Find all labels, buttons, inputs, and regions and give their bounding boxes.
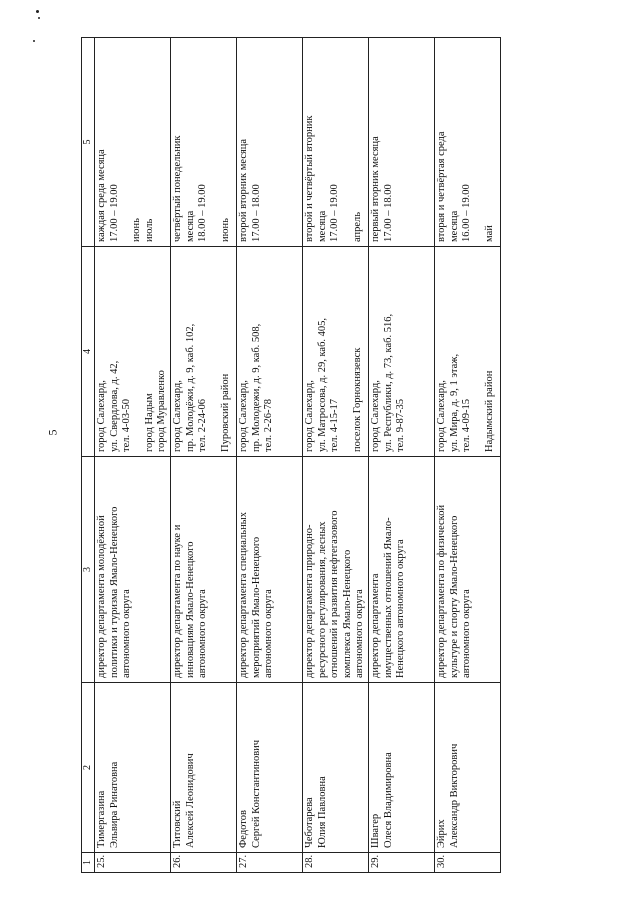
- cell-text-line: инновациям Ямало-Ненецкого: [184, 541, 196, 678]
- cell-text-line: директор департамента специальных: [237, 512, 249, 678]
- cell-spacer: [342, 251, 352, 452]
- cell-text-line: отношений и развития нефтегазового: [329, 510, 341, 678]
- cell-text-line: мероприятий Ямало-Ненецкого: [250, 536, 262, 678]
- cell-text-line: имущественных отношений Ямало-: [382, 517, 394, 678]
- cell-text-line: ул. Свердлова, д. 42,: [108, 360, 120, 452]
- cell-text-line: вторая и четвёртая среда: [435, 131, 447, 242]
- cell-text-line: пр. Молодёжи, д. 9, каб. 102,: [184, 323, 196, 452]
- position-cell: [170, 457, 236, 683]
- position-cell: [368, 457, 434, 683]
- cell-text-line: комплекса Ямало-Ненецкого: [341, 549, 353, 678]
- cell-text-line: Федотов: [237, 810, 249, 848]
- cell-text-line: автономного округа: [197, 589, 209, 678]
- cell-text-line: 16.00 – 19.00: [461, 184, 473, 242]
- table-row: [368, 38, 434, 873]
- row-number: 26.: [170, 853, 236, 873]
- table-header-row: [82, 38, 95, 873]
- cell-text-line: Ненецкого автономного округа: [395, 539, 407, 678]
- scan-speck: [36, 10, 39, 13]
- cell-spacer: [121, 42, 131, 242]
- column-header: 4: [82, 247, 95, 457]
- cell-text-line: месяца: [316, 210, 328, 242]
- person-name-cell: [434, 683, 500, 853]
- row-number: 28.: [302, 853, 368, 873]
- table-row: [95, 38, 171, 873]
- person-name-cell: [236, 683, 302, 853]
- cell-text-line: поселок Горнокнязевск: [351, 347, 363, 452]
- cell-text-line: тел. 9-87-35: [395, 399, 407, 452]
- cell-text-line: город Салехард,: [96, 380, 107, 452]
- cell-text-line: Эльвира Ринатовна: [108, 761, 120, 848]
- cell-text-line: июнь: [131, 218, 143, 242]
- row-number: 30.: [434, 853, 500, 873]
- schedule-cell: [236, 38, 302, 247]
- cell-text-line: город Надым: [143, 393, 155, 452]
- table-container: [81, 37, 495, 873]
- cell-text-line: первый вторник месяца: [369, 136, 381, 242]
- address-cell: [302, 247, 368, 457]
- cell-text-line: директор департамента природно-: [303, 524, 315, 678]
- position-cell: [236, 457, 302, 683]
- schedule-cell: [368, 38, 434, 247]
- cell-text-line: Юлия Павловна: [316, 776, 328, 848]
- cell-text-line: автономного округа: [461, 589, 473, 678]
- cell-text-line: 18.00 – 19.00: [197, 184, 209, 242]
- cell-text-line: автономного округа: [263, 589, 275, 678]
- person-name-cell: [368, 683, 434, 853]
- cell-text-line: месяца: [448, 210, 460, 242]
- cell-spacer: [474, 251, 484, 452]
- position-cell: [302, 457, 368, 683]
- cell-text-line: каждая среда месяца: [96, 149, 107, 242]
- cell-text-line: город Салехард,: [237, 380, 249, 452]
- cell-text-line: четвёртый понедельник: [171, 135, 183, 242]
- cell-text-line: директор департамента: [369, 573, 381, 678]
- schedule-table: [81, 37, 501, 873]
- cell-spacer: [134, 251, 144, 452]
- position-cell: [434, 457, 500, 683]
- cell-text-line: тел. 4-15-17: [329, 399, 341, 452]
- cell-text-line: июнь: [219, 218, 231, 242]
- cell-text-line: Тимергазина: [96, 790, 107, 848]
- cell-spacer: [474, 42, 484, 242]
- table-body: [95, 38, 501, 873]
- cell-text-line: автономного округа: [354, 589, 366, 678]
- address-cell: [170, 247, 236, 457]
- cell-text-line: директор департамента молодёжной: [96, 515, 107, 678]
- column-header: 3: [82, 457, 95, 683]
- row-number: 27.: [236, 853, 302, 873]
- cell-text-line: 17.00 – 18.00: [250, 184, 262, 242]
- address-cell: [236, 247, 302, 457]
- scan-speck: [33, 40, 35, 42]
- column-header: 1: [82, 853, 95, 873]
- cell-spacer: [342, 42, 352, 242]
- cell-spacer: [210, 42, 220, 242]
- cell-text-line: город Салехард,: [303, 380, 315, 452]
- cell-text-line: Алексей Леонидович: [184, 753, 196, 848]
- row-number: 29.: [368, 853, 434, 873]
- cell-text-line: политики и туризма Ямало-Ненецкого: [108, 506, 120, 678]
- cell-text-line: 17.00 – 19.00: [108, 184, 120, 242]
- cell-text-line: Чеботарева: [303, 797, 315, 848]
- cell-text-line: культуре и спорту Ямало-Ненецкого: [448, 515, 460, 678]
- cell-text-line: Сергей Константинович: [250, 739, 262, 848]
- cell-text-line: второй вторник месяца: [237, 138, 249, 242]
- cell-text-line: второй и четвёртый вторник: [303, 115, 315, 242]
- scan-speck: [38, 17, 40, 19]
- schedule-cell: [302, 38, 368, 247]
- cell-text-line: Эйрих: [435, 819, 447, 848]
- cell-text-line: автономного округа: [121, 589, 133, 678]
- cell-text-line: город Салехард,: [435, 380, 447, 452]
- schedule-cell: [434, 38, 500, 247]
- cell-text-line: 17.00 – 18.00: [382, 184, 394, 242]
- cell-text-line: тел. 2-24-06: [197, 399, 209, 452]
- address-cell: [434, 247, 500, 457]
- person-name-cell: [302, 683, 368, 853]
- schedule-cell: [95, 38, 171, 247]
- cell-spacer: [210, 251, 220, 452]
- cell-text-line: Швагер: [369, 813, 381, 848]
- position-cell: [95, 457, 171, 683]
- column-header: 2: [82, 683, 95, 853]
- cell-text-line: тел. 4-03-50: [121, 399, 133, 452]
- cell-text-line: тел. 2-26-78: [263, 399, 275, 452]
- table-row: [170, 38, 236, 873]
- cell-text-line: Пуровский район: [219, 373, 231, 452]
- cell-text-line: Олеся Владимировна: [382, 752, 394, 848]
- page-number: 5: [45, 429, 60, 436]
- cell-text-line: Титовский: [171, 800, 183, 848]
- cell-text-line: май: [483, 225, 495, 242]
- cell-text-line: директор департамента по науке и: [171, 524, 183, 678]
- cell-text-line: пр. Молодежи, д. 9, каб. 508,: [250, 323, 262, 452]
- row-number: 25.: [95, 853, 171, 873]
- cell-text-line: ул. Мира, д. 9, 1 этаж,: [448, 353, 460, 452]
- person-name-cell: [95, 683, 171, 853]
- cell-text-line: Александр Викторович: [448, 743, 460, 848]
- person-name-cell: [170, 683, 236, 853]
- cell-text-line: ул. Матросова, д. 29, каб. 405,: [316, 317, 328, 452]
- cell-text-line: город Салехард,: [369, 380, 381, 452]
- cell-text-line: месяца: [184, 210, 196, 242]
- cell-text-line: директор департамента по физической: [435, 504, 447, 678]
- cell-text-line: город Салехард,: [171, 380, 183, 452]
- address-cell: [368, 247, 434, 457]
- cell-text-line: 17.00 – 19.00: [329, 184, 341, 242]
- cell-text-line: тел. 4-09-15: [461, 399, 473, 452]
- cell-text-line: ресурсного регулирования, лесных: [316, 521, 328, 678]
- cell-text-line: Надымский район: [483, 370, 495, 452]
- column-header: 5: [82, 38, 95, 247]
- table-row: [434, 38, 500, 873]
- cell-text-line: апрель: [351, 211, 363, 242]
- address-cell: [95, 247, 171, 457]
- table-row: [302, 38, 368, 873]
- schedule-cell: [170, 38, 236, 247]
- cell-text-line: город Муравленко: [156, 370, 168, 452]
- cell-text-line: июль: [143, 218, 155, 242]
- table-row: [236, 38, 302, 873]
- cell-text-line: ул. Республики, д. 73, каб. 516,: [382, 313, 394, 452]
